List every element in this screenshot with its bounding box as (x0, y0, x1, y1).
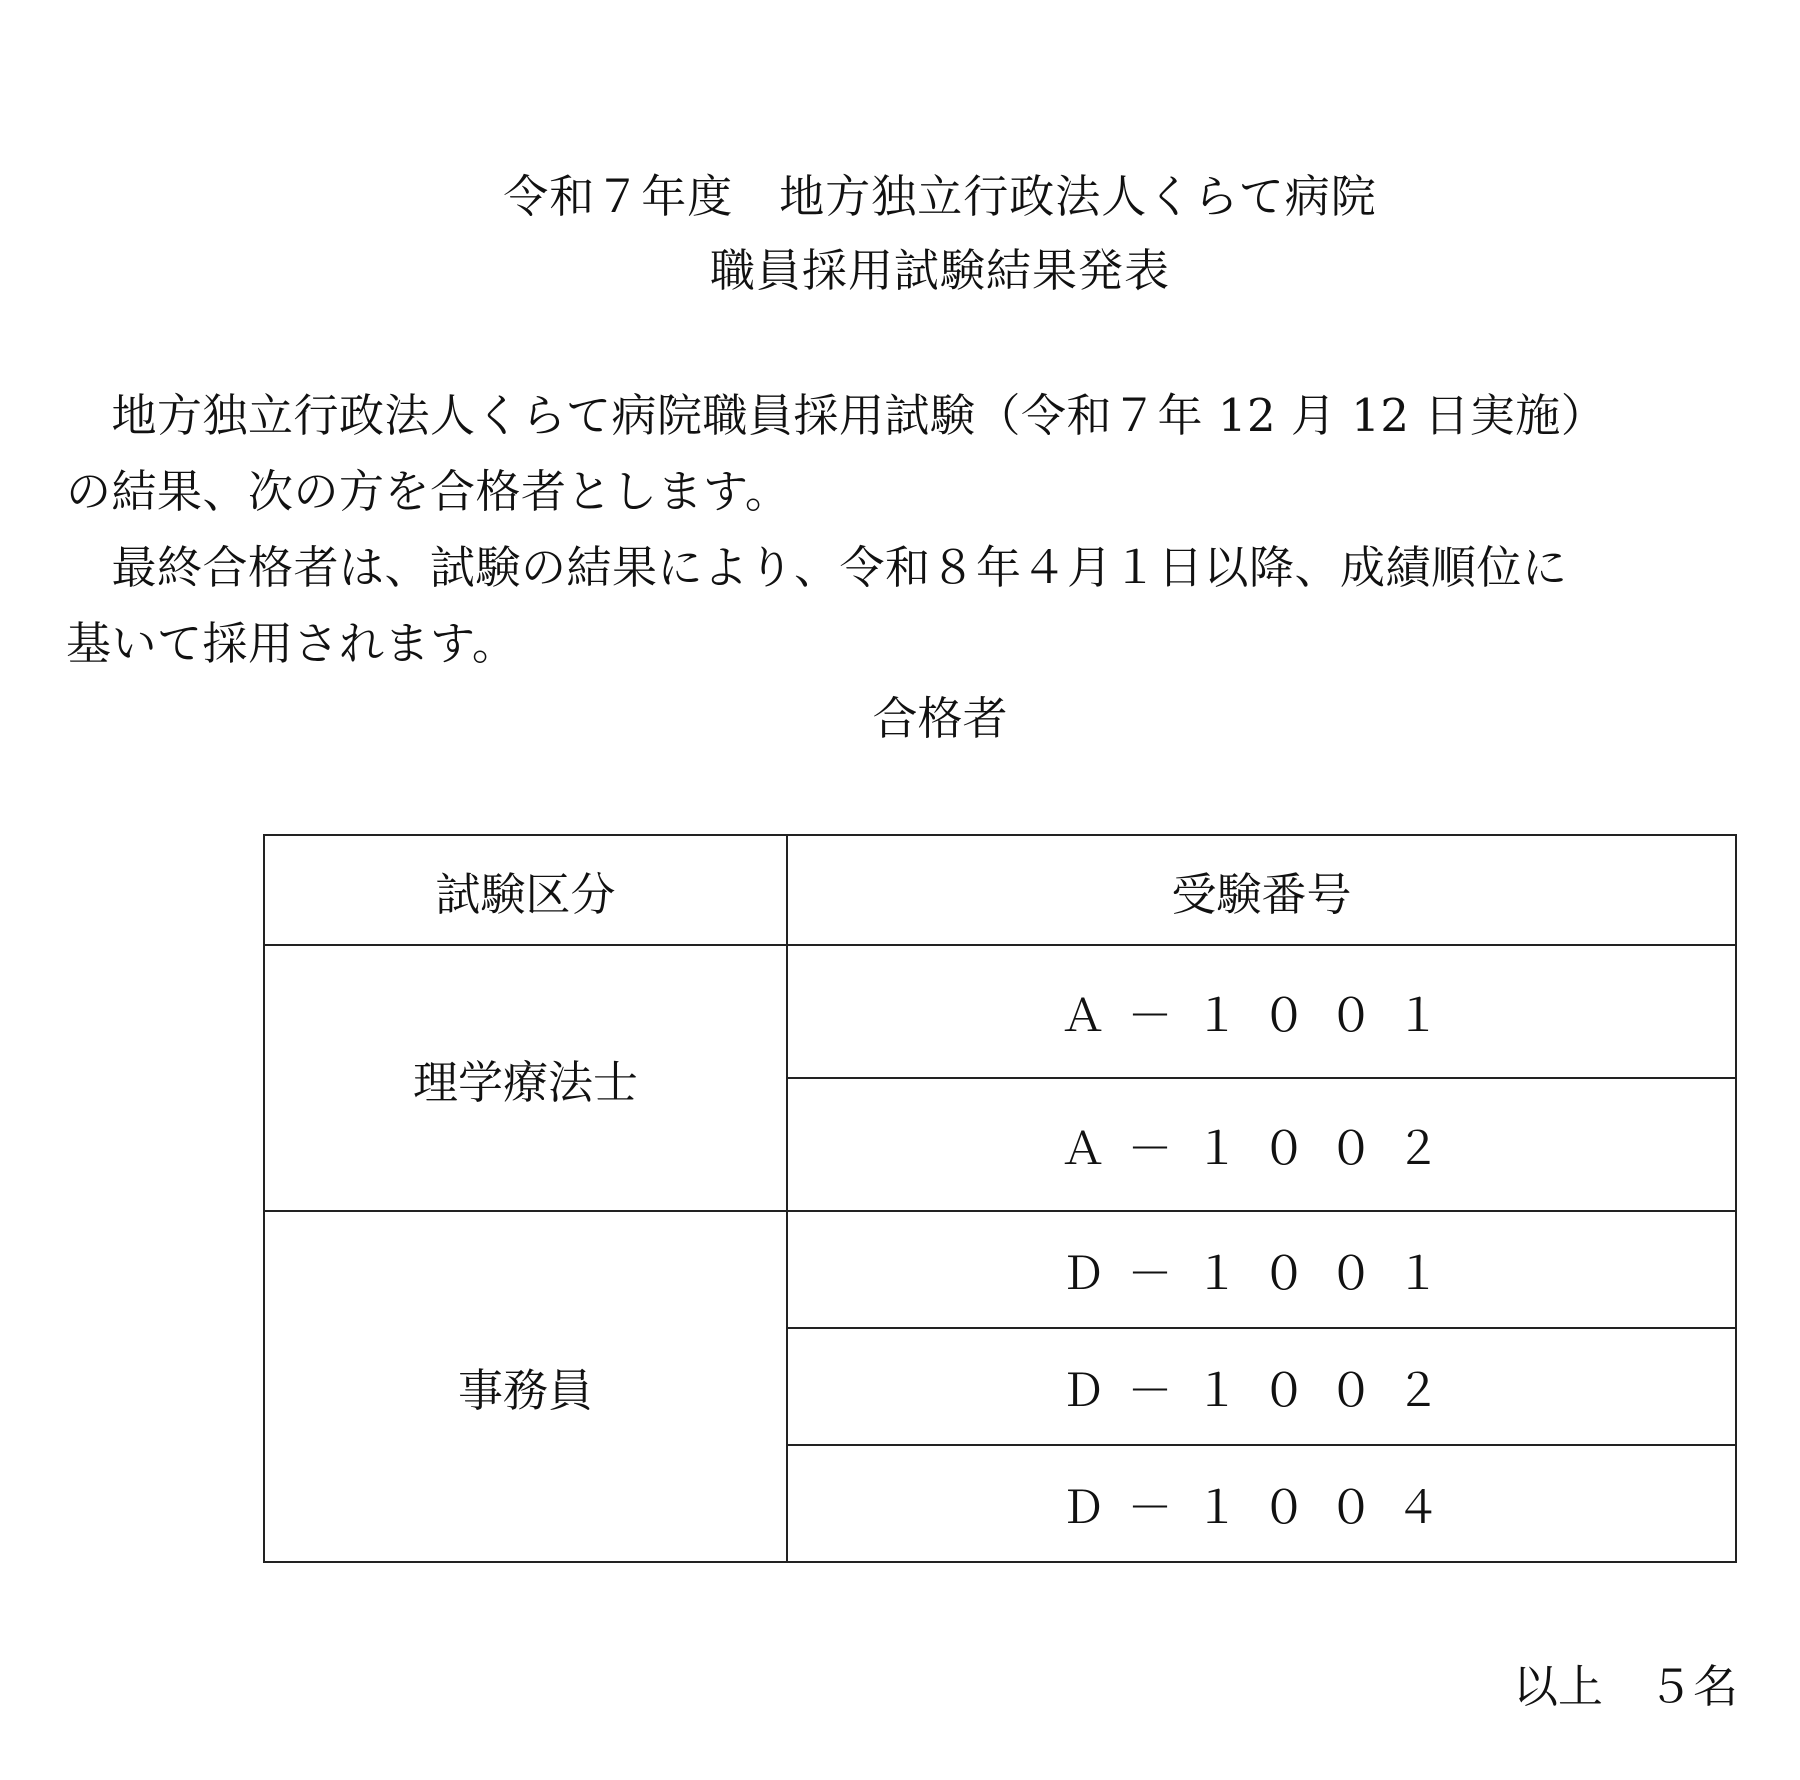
notice-paragraph (66, 530, 1746, 682)
total-count: 以上 ５名 (1512, 1660, 1738, 1713)
intro-line-2: の結果、次の方を合格者とします。 (66, 465, 791, 518)
document-title (0, 160, 1800, 308)
exam-number-cell: Ａ－１００２ (787, 1078, 1736, 1211)
table-heading: 合格者 (872, 692, 1008, 745)
title-line-2: 職員採用試験結果発表 (709, 244, 1170, 297)
table-row (264, 945, 1736, 1078)
category-cell-clerk: 事務員 (264, 1211, 787, 1562)
intro-paragraph (66, 378, 1746, 530)
exam-number-cell: Ａ－１００１ (787, 945, 1736, 1078)
title-line-1: 令和７年度 地方独立行政法人くらて病院 (503, 170, 1377, 223)
results-table (263, 834, 1737, 1563)
category-cell-physical-therapist: 理学療法士 (264, 945, 787, 1211)
header-number: 受験番号 (787, 835, 1736, 945)
notice-line-1: 最終合格者は、試験の結果により、令和８年４月１日以降、成績順位に (66, 541, 1568, 594)
table-header-row (264, 835, 1736, 945)
header-category: 試験区分 (264, 835, 787, 945)
notice-line-2: 基いて採用されます。 (66, 617, 518, 670)
exam-number-cell: Ｄ－１００４ (787, 1445, 1736, 1562)
intro-line-1: 地方独立行政法人くらて病院職員採用試験（令和７年 12 月 12 日実施） (66, 389, 1607, 442)
exam-number-cell: Ｄ－１００１ (787, 1211, 1736, 1328)
exam-number-cell: Ｄ－１００２ (787, 1328, 1736, 1445)
table-row (264, 1211, 1736, 1328)
